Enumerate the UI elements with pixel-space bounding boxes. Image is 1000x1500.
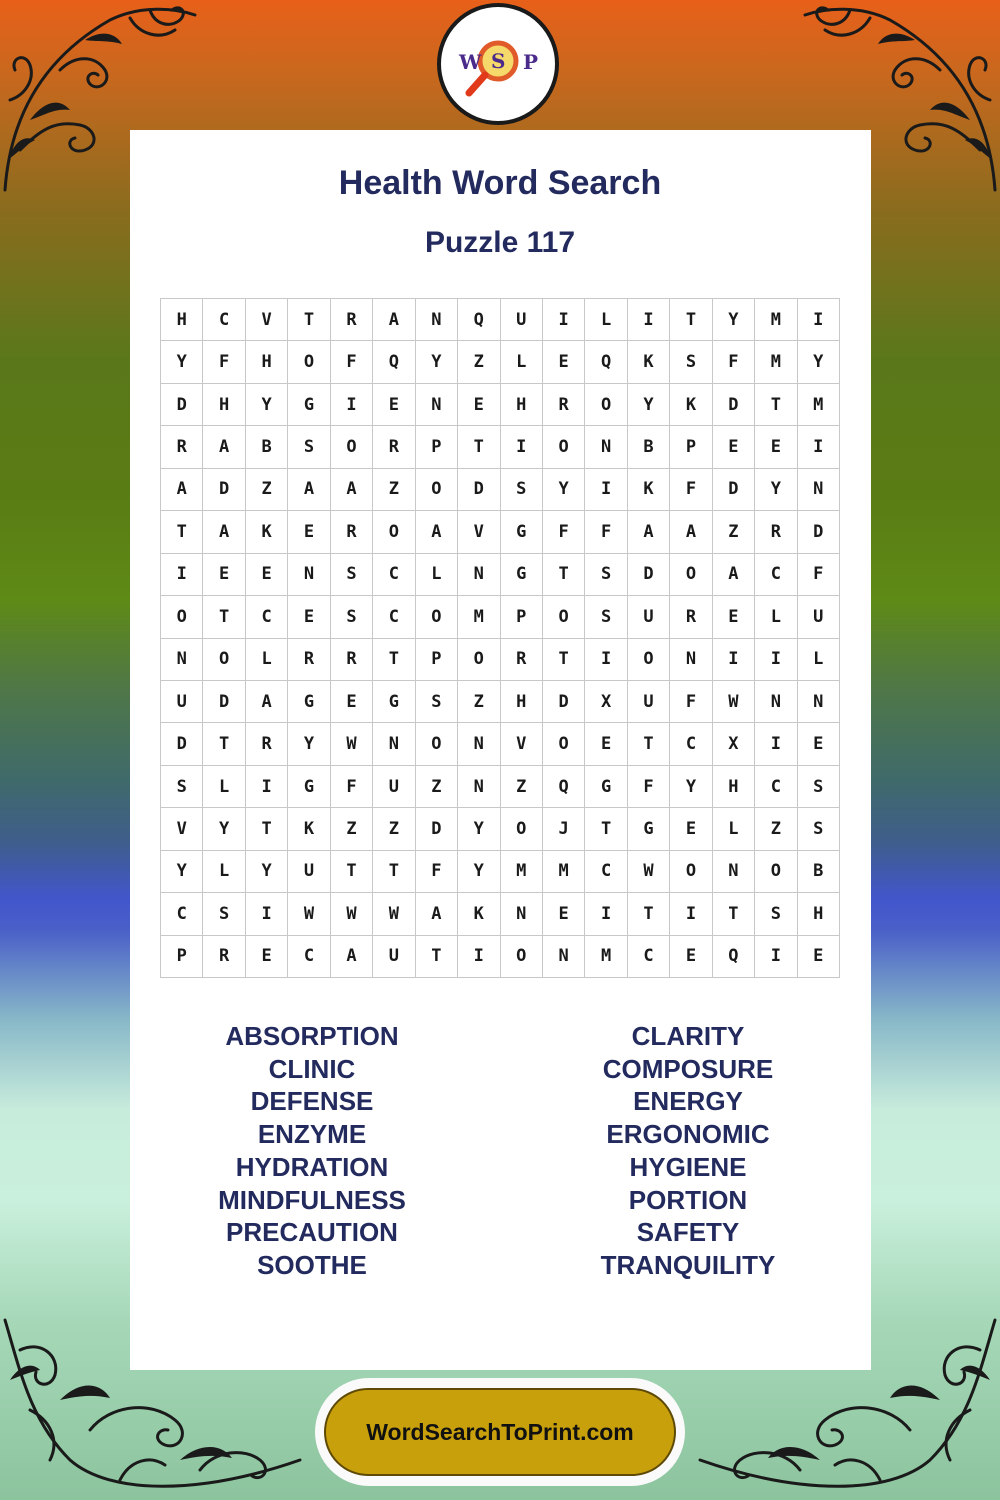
grid-cell[interactable]: W: [331, 723, 373, 765]
grid-cell[interactable]: T: [288, 299, 330, 341]
grid-cell[interactable]: P: [670, 426, 712, 468]
grid-cell[interactable]: H: [501, 681, 543, 723]
grid-cell[interactable]: L: [203, 851, 245, 893]
grid-cell[interactable]: T: [543, 554, 585, 596]
grid-cell[interactable]: I: [246, 766, 288, 808]
grid-cell[interactable]: T: [203, 596, 245, 638]
grid-cell[interactable]: C: [755, 554, 797, 596]
grid-cell[interactable]: O: [288, 341, 330, 383]
grid-cell[interactable]: N: [416, 384, 458, 426]
grid-cell[interactable]: T: [713, 893, 755, 935]
grid-cell[interactable]: H: [203, 384, 245, 426]
word-list-item: MINDFULNESS: [218, 1184, 406, 1215]
grid-cell[interactable]: U: [628, 596, 670, 638]
grid-cell[interactable]: Y: [798, 341, 840, 383]
grid-cell[interactable]: R: [246, 723, 288, 765]
grid-cell[interactable]: W: [713, 681, 755, 723]
grid-cell[interactable]: G: [628, 808, 670, 850]
grid-cell[interactable]: N: [458, 723, 500, 765]
word-list-item: SOOTHE: [257, 1249, 367, 1280]
grid-cell[interactable]: P: [161, 936, 203, 978]
grid-cell[interactable]: F: [628, 766, 670, 808]
grid-cell[interactable]: M: [755, 341, 797, 383]
grid-cell[interactable]: C: [246, 596, 288, 638]
grid-cell[interactable]: C: [203, 299, 245, 341]
grid-cell[interactable]: V: [161, 808, 203, 850]
word-list-item: TRANQUILITY: [600, 1249, 776, 1280]
grid-cell[interactable]: E: [458, 384, 500, 426]
grid-cell[interactable]: B: [628, 426, 670, 468]
grid-cell[interactable]: I: [585, 893, 627, 935]
grid-cell[interactable]: O: [458, 639, 500, 681]
grid-cell[interactable]: Y: [288, 723, 330, 765]
grid-cell[interactable]: A: [203, 511, 245, 553]
grid-cell[interactable]: I: [501, 426, 543, 468]
word-list-item: COMPOSURE: [602, 1053, 774, 1084]
grid-cell[interactable]: S: [288, 426, 330, 468]
grid-cell[interactable]: F: [416, 851, 458, 893]
grid-cell[interactable]: Y: [755, 469, 797, 511]
grid-cell[interactable]: G: [501, 554, 543, 596]
grid-cell[interactable]: H: [713, 766, 755, 808]
grid-cell[interactable]: M: [458, 596, 500, 638]
grid-cell[interactable]: A: [416, 511, 458, 553]
grid-cell[interactable]: V: [246, 299, 288, 341]
grid-cell[interactable]: L: [585, 299, 627, 341]
grid-cell[interactable]: G: [373, 681, 415, 723]
grid-cell[interactable]: Z: [501, 766, 543, 808]
grid-cell[interactable]: I: [585, 639, 627, 681]
grid-cell[interactable]: C: [755, 766, 797, 808]
grid-cell[interactable]: X: [713, 723, 755, 765]
grid-cell[interactable]: O: [373, 511, 415, 553]
grid-cell[interactable]: O: [543, 723, 585, 765]
grid-cell[interactable]: N: [543, 936, 585, 978]
grid-cell[interactable]: A: [288, 469, 330, 511]
grid-cell[interactable]: T: [161, 511, 203, 553]
grid-cell[interactable]: F: [331, 766, 373, 808]
grid-cell[interactable]: A: [416, 893, 458, 935]
grid-cell[interactable]: E: [585, 723, 627, 765]
grid-cell[interactable]: F: [203, 341, 245, 383]
grid-cell[interactable]: N: [373, 723, 415, 765]
grid-cell[interactable]: W: [628, 851, 670, 893]
grid-cell[interactable]: Y: [713, 299, 755, 341]
grid-cell[interactable]: D: [713, 469, 755, 511]
word-list-item: ENERGY: [633, 1086, 743, 1117]
logo-letter-w: W: [459, 50, 482, 74]
grid-cell[interactable]: M: [585, 936, 627, 978]
grid-cell[interactable]: C: [161, 893, 203, 935]
grid-cell[interactable]: Y: [670, 766, 712, 808]
grid-cell[interactable]: Z: [416, 766, 458, 808]
grid-cell[interactable]: B: [246, 426, 288, 468]
grid-cell[interactable]: Q: [458, 299, 500, 341]
grid-cell[interactable]: I: [246, 893, 288, 935]
grid-cell[interactable]: W: [373, 893, 415, 935]
grid-cell[interactable]: O: [501, 808, 543, 850]
word-list-item: ERGONOMIC: [606, 1119, 770, 1150]
grid-cell[interactable]: N: [501, 893, 543, 935]
grid-cell[interactable]: K: [458, 893, 500, 935]
grid-cell[interactable]: Z: [246, 469, 288, 511]
grid-cell[interactable]: Y: [161, 851, 203, 893]
grid-cell[interactable]: U: [373, 766, 415, 808]
word-list-item: HYGIENE: [629, 1151, 747, 1182]
grid-cell[interactable]: E: [670, 936, 712, 978]
grid-cell[interactable]: E: [288, 596, 330, 638]
grid-cell[interactable]: Q: [713, 936, 755, 978]
grid-cell[interactable]: R: [288, 639, 330, 681]
grid-cell[interactable]: K: [246, 511, 288, 553]
grid-cell[interactable]: T: [331, 851, 373, 893]
grid-cell[interactable]: E: [203, 554, 245, 596]
grid-cell[interactable]: F: [331, 341, 373, 383]
grid-cell[interactable]: T: [373, 851, 415, 893]
grid-cell[interactable]: I: [458, 936, 500, 978]
grid-cell[interactable]: R: [755, 511, 797, 553]
grid-cell[interactable]: T: [628, 893, 670, 935]
grid-cell[interactable]: R: [331, 511, 373, 553]
grid-cell[interactable]: A: [246, 681, 288, 723]
grid-cell[interactable]: F: [713, 341, 755, 383]
grid-cell[interactable]: D: [628, 554, 670, 596]
grid-cell[interactable]: H: [798, 893, 840, 935]
grid-cell[interactable]: S: [585, 554, 627, 596]
grid-cell[interactable]: L: [246, 639, 288, 681]
grid-cell[interactable]: I: [331, 384, 373, 426]
website-link[interactable]: WordSearchToPrint.com: [324, 1388, 676, 1476]
grid-cell[interactable]: N: [288, 554, 330, 596]
grid-cell[interactable]: O: [585, 384, 627, 426]
word-list-item: ABSORPTION: [225, 1021, 399, 1051]
grid-cell[interactable]: E: [755, 426, 797, 468]
grid-cell[interactable]: V: [458, 511, 500, 553]
word-list-item: CLINIC: [268, 1053, 356, 1084]
grid-cell[interactable]: E: [670, 808, 712, 850]
grid-cell[interactable]: F: [670, 469, 712, 511]
grid-cell[interactable]: A: [203, 426, 245, 468]
grid-cell[interactable]: U: [161, 681, 203, 723]
grid-cell[interactable]: T: [628, 723, 670, 765]
grid-cell[interactable]: Y: [458, 808, 500, 850]
grid-cell[interactable]: D: [713, 384, 755, 426]
grid-cell[interactable]: N: [670, 639, 712, 681]
grid-cell[interactable]: T: [585, 808, 627, 850]
grid-cell[interactable]: O: [161, 596, 203, 638]
grid-cell[interactable]: R: [501, 639, 543, 681]
grid-cell[interactable]: I: [161, 554, 203, 596]
grid-cell[interactable]: S: [798, 808, 840, 850]
grid-cell[interactable]: A: [331, 936, 373, 978]
grid-cell[interactable]: E: [798, 936, 840, 978]
grid-cell[interactable]: S: [670, 341, 712, 383]
grid-cell[interactable]: E: [331, 681, 373, 723]
grid-cell[interactable]: R: [331, 299, 373, 341]
grid-cell[interactable]: N: [458, 554, 500, 596]
page-title: Health Word Search: [338, 164, 662, 202]
grid-cell[interactable]: L: [755, 596, 797, 638]
word-list-item: CLARITY: [631, 1021, 745, 1051]
grid-cell[interactable]: U: [373, 936, 415, 978]
grid-cell[interactable]: C: [628, 936, 670, 978]
word-list-item: PORTION: [628, 1184, 748, 1215]
grid-cell[interactable]: O: [543, 426, 585, 468]
grid-cell[interactable]: I: [670, 893, 712, 935]
grid-cell[interactable]: Y: [161, 341, 203, 383]
grid-cell[interactable]: O: [416, 723, 458, 765]
grid-cell[interactable]: Z: [373, 469, 415, 511]
grid-cell[interactable]: S: [585, 596, 627, 638]
grid-cell[interactable]: Y: [246, 851, 288, 893]
grid-cell[interactable]: E: [246, 936, 288, 978]
grid-cell[interactable]: P: [501, 596, 543, 638]
grid-cell[interactable]: L: [416, 554, 458, 596]
grid-cell[interactable]: E: [713, 596, 755, 638]
grid-cell[interactable]: O: [670, 851, 712, 893]
grid-cell[interactable]: C: [670, 723, 712, 765]
grid-cell[interactable]: A: [713, 554, 755, 596]
grid-cell[interactable]: O: [416, 596, 458, 638]
grid-cell[interactable]: Z: [755, 808, 797, 850]
grid-cell[interactable]: C: [288, 936, 330, 978]
grid-cell[interactable]: D: [203, 681, 245, 723]
grid-cell[interactable]: Y: [203, 808, 245, 850]
grid-cell[interactable]: X: [585, 681, 627, 723]
grid-cell[interactable]: Y: [543, 469, 585, 511]
grid-cell[interactable]: P: [416, 639, 458, 681]
grid-cell[interactable]: O: [755, 851, 797, 893]
grid-cell[interactable]: R: [161, 426, 203, 468]
grid-cell[interactable]: A: [331, 469, 373, 511]
letter-grid: [160, 298, 840, 978]
grid-cell[interactable]: D: [798, 511, 840, 553]
grid-cell[interactable]: A: [161, 469, 203, 511]
grid-cell[interactable]: Q: [373, 341, 415, 383]
grid-cell[interactable]: Y: [246, 384, 288, 426]
grid-cell[interactable]: E: [543, 341, 585, 383]
grid-cell[interactable]: R: [331, 639, 373, 681]
grid-cell[interactable]: E: [246, 554, 288, 596]
grid-cell[interactable]: E: [373, 384, 415, 426]
grid-cell[interactable]: T: [203, 723, 245, 765]
grid-cell[interactable]: N: [458, 766, 500, 808]
grid-cell[interactable]: Z: [331, 808, 373, 850]
grid-cell[interactable]: Z: [458, 341, 500, 383]
grid-cell[interactable]: S: [203, 893, 245, 935]
grid-cell[interactable]: D: [543, 681, 585, 723]
logo: [437, 3, 559, 125]
grid-cell[interactable]: C: [585, 851, 627, 893]
grid-cell[interactable]: T: [458, 426, 500, 468]
grid-cell[interactable]: N: [416, 299, 458, 341]
word-list-item: PRECAUTION: [226, 1217, 398, 1248]
grid-cell[interactable]: M: [543, 851, 585, 893]
grid-cell[interactable]: Y: [416, 341, 458, 383]
grid-cell[interactable]: U: [628, 681, 670, 723]
grid-cell[interactable]: D: [161, 723, 203, 765]
grid-cell[interactable]: S: [798, 766, 840, 808]
grid-cell[interactable]: C: [373, 554, 415, 596]
grid-cell[interactable]: I: [628, 299, 670, 341]
grid-cell[interactable]: Q: [585, 341, 627, 383]
grid-cell[interactable]: I: [798, 426, 840, 468]
grid-cell[interactable]: U: [501, 299, 543, 341]
grid-cell[interactable]: V: [501, 723, 543, 765]
grid-cell[interactable]: M: [798, 384, 840, 426]
grid-cell[interactable]: Z: [713, 511, 755, 553]
grid-cell[interactable]: K: [628, 341, 670, 383]
grid-cell[interactable]: O: [501, 936, 543, 978]
grid-cell[interactable]: A: [373, 299, 415, 341]
grid-cell[interactable]: O: [416, 469, 458, 511]
grid-cell[interactable]: Y: [458, 851, 500, 893]
grid-cell[interactable]: O: [543, 596, 585, 638]
grid-cell[interactable]: T: [543, 639, 585, 681]
grid-cell[interactable]: I: [713, 639, 755, 681]
word-list-left: [157, 1020, 467, 1282]
grid-cell[interactable]: T: [416, 936, 458, 978]
grid-cell[interactable]: T: [246, 808, 288, 850]
grid-cell[interactable]: U: [288, 851, 330, 893]
logo-letter-p: P: [523, 50, 539, 74]
grid-cell[interactable]: H: [246, 341, 288, 383]
grid-cell[interactable]: E: [543, 893, 585, 935]
grid-cell[interactable]: C: [373, 596, 415, 638]
grid-cell[interactable]: O: [670, 554, 712, 596]
grid-cell[interactable]: J: [543, 808, 585, 850]
grid-cell[interactable]: G: [288, 384, 330, 426]
grid-cell[interactable]: D: [458, 469, 500, 511]
grid-cell[interactable]: L: [798, 639, 840, 681]
grid-cell[interactable]: B: [798, 851, 840, 893]
grid-cell[interactable]: T: [670, 299, 712, 341]
grid-cell[interactable]: A: [670, 511, 712, 553]
grid-cell[interactable]: Z: [458, 681, 500, 723]
grid-cell[interactable]: G: [501, 511, 543, 553]
grid-cell[interactable]: N: [755, 681, 797, 723]
grid-cell[interactable]: M: [501, 851, 543, 893]
grid-cell[interactable]: N: [798, 469, 840, 511]
grid-cell[interactable]: M: [755, 299, 797, 341]
grid-cell[interactable]: S: [501, 469, 543, 511]
grid-cell[interactable]: R: [373, 426, 415, 468]
word-list-item: SAFETY: [636, 1217, 740, 1248]
grid-cell[interactable]: L: [501, 341, 543, 383]
grid-cell[interactable]: F: [798, 554, 840, 596]
grid-cell[interactable]: N: [161, 639, 203, 681]
grid-cell[interactable]: K: [628, 469, 670, 511]
grid-cell[interactable]: E: [288, 511, 330, 553]
grid-cell[interactable]: D: [203, 469, 245, 511]
grid-cell[interactable]: L: [203, 766, 245, 808]
grid-cell[interactable]: F: [670, 681, 712, 723]
grid-cell[interactable]: I: [755, 639, 797, 681]
grid-cell[interactable]: E: [713, 426, 755, 468]
grid-cell[interactable]: O: [203, 639, 245, 681]
word-list-item: ENZYME: [257, 1119, 367, 1150]
grid-cell[interactable]: H: [161, 299, 203, 341]
grid-cell[interactable]: I: [585, 469, 627, 511]
grid-cell[interactable]: L: [713, 808, 755, 850]
word-list-item: DEFENSE: [250, 1086, 374, 1117]
logo-letter-s: S: [491, 49, 506, 73]
grid-cell[interactable]: Y: [628, 384, 670, 426]
grid-cell[interactable]: H: [501, 384, 543, 426]
grid-cell[interactable]: G: [288, 766, 330, 808]
word-list-item: HYDRATION: [235, 1151, 389, 1182]
grid-cell[interactable]: S: [161, 766, 203, 808]
grid-cell[interactable]: Z: [373, 808, 415, 850]
grid-cell[interactable]: T: [755, 384, 797, 426]
grid-cell[interactable]: R: [543, 384, 585, 426]
grid-cell[interactable]: O: [628, 639, 670, 681]
grid-cell[interactable]: T: [373, 639, 415, 681]
grid-cell[interactable]: A: [628, 511, 670, 553]
grid-cell[interactable]: R: [670, 596, 712, 638]
grid-cell[interactable]: S: [755, 893, 797, 935]
grid-cell[interactable]: F: [585, 511, 627, 553]
puzzle-number: Puzzle 117: [424, 226, 576, 259]
grid-cell[interactable]: N: [798, 681, 840, 723]
grid-cell[interactable]: S: [331, 596, 373, 638]
grid-cell[interactable]: K: [288, 808, 330, 850]
grid-cell[interactable]: G: [288, 681, 330, 723]
grid-cell[interactable]: O: [331, 426, 373, 468]
grid-cell[interactable]: Q: [543, 766, 585, 808]
grid-cell[interactable]: N: [585, 426, 627, 468]
grid-cell[interactable]: W: [288, 893, 330, 935]
grid-cell[interactable]: N: [713, 851, 755, 893]
grid-cell[interactable]: E: [798, 723, 840, 765]
grid-cell[interactable]: G: [585, 766, 627, 808]
grid-cell[interactable]: U: [798, 596, 840, 638]
grid-cell[interactable]: D: [161, 384, 203, 426]
grid-cell[interactable]: S: [416, 681, 458, 723]
grid-cell[interactable]: I: [798, 299, 840, 341]
grid-cell[interactable]: S: [331, 554, 373, 596]
grid-cell[interactable]: D: [416, 808, 458, 850]
grid-cell[interactable]: R: [203, 936, 245, 978]
grid-cell[interactable]: K: [670, 384, 712, 426]
grid-cell[interactable]: I: [755, 936, 797, 978]
word-list-right: [533, 1020, 843, 1282]
grid-cell[interactable]: F: [543, 511, 585, 553]
grid-cell[interactable]: P: [416, 426, 458, 468]
grid-cell[interactable]: I: [543, 299, 585, 341]
grid-cell[interactable]: I: [755, 723, 797, 765]
grid-cell[interactable]: W: [331, 893, 373, 935]
